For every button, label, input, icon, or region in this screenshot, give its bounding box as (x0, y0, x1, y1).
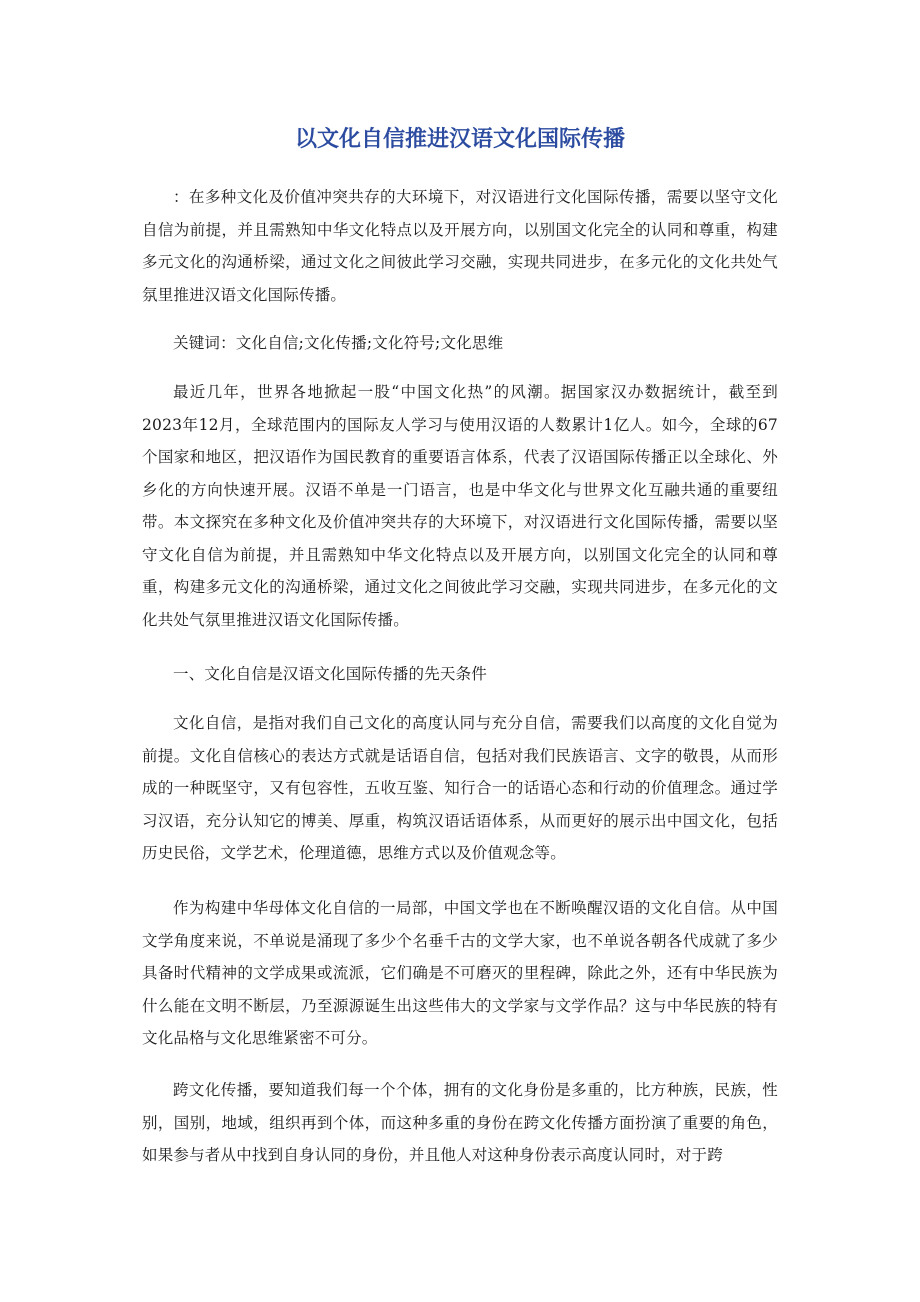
document-title: 以文化自信推进汉语文化国际传播 (294, 127, 625, 152)
intro-paragraph: 最近几年，世界各地掀起一股“中国文化热”的风潮。据国家汉办数据统计，截至到2023年12月，全球范围内的国际友人学习与使用汉语的人数累计1亿人。如今，全球的67个国家和地区，把汉语作为国民教育的重要语言体系，代表了汉语国际传播正以全球化、外乡化的方向快速开展。汉语不单是一门语言，也是中华文化与世界文化互融共通的重要纽带。本文探究在多种文化及价值冲突共存的大环境下，对汉语进行文化国际传播，需要以坚守文化自信为前提，并且需熟知中华文化特点以及开展方向，以别国文化完全的认同和尊重，构建多元文化的沟通桥梁，通过文化之间彼此学习交融，实现共同进步，在多元化的文化共处气氛里推进汉语文化国际传播。 (142, 383, 778, 629)
section-paragraph-2: 作为构建中华母体文化自信的一局部，中国文学也在不断唤醒汉语的文化自信。从中国文学角度来说，不单说是涌现了多少个名垂千古的文学大家，也不单说各朝各代成就了多少具备时代精神的文学成果或流派，它们确是不可磨灭的里程碑，除此之外，还有中华民族为什么能在文明不断层，乃至源源诞生出这些伟大的文学家与文学作品？这与中华民族的特有文化品格与文化思维紧密不可分。 (142, 899, 778, 1047)
section-paragraph-3: 跨文化传播，要知道我们每一个个体，拥有的文化身份是多重的，比方种族，民族，性别，国别，地域，组织再到个体，而这种多重的身份在跨文化传播方面扮演了重要的角色，如果参与者从中找到自身认同的身份，并且他人对这种身份表示高度认同时，对于跨 (142, 1081, 778, 1164)
abstract-paragraph: ：在多种文化及价值冲突共存的大环境下，对汉语进行文化国际传播，需要以坚守文化自信为前提，并且需熟知中华文化特点以及开展方向，以别国文化完全的认同和尊重，构建多元文化的沟通桥梁，通过文化之间彼此学习交融，实现共同进步，在多元化的文化共处气氛里推进汉语文化国际传播。 (142, 188, 778, 304)
section-heading: 一、文化自信是汉语文化国际传播的先天条件 (173, 665, 488, 683)
keywords-line: 关键词：文化自信;文化传播;文化符号;文化思维 (173, 334, 504, 352)
section-paragraph-1: 文化自信，是指对我们自己文化的高度认同与充分自信，需要我们以高度的文化自觉为前提。文化自信核心的表达方式就是话语自信，包括对我们民族语言、文字的敬畏，从而形成的一种既坚守，又有包容性，五收互鉴、知行合一的话语心态和行动的价值理念。通过学习汉语，充分认知它的博美、厚重，构筑汉语话语体系，从而更好的展示出中国文化，包括历史民俗，文学艺术，伦理道德，思维方式以及价值观念等。 (142, 714, 778, 862)
